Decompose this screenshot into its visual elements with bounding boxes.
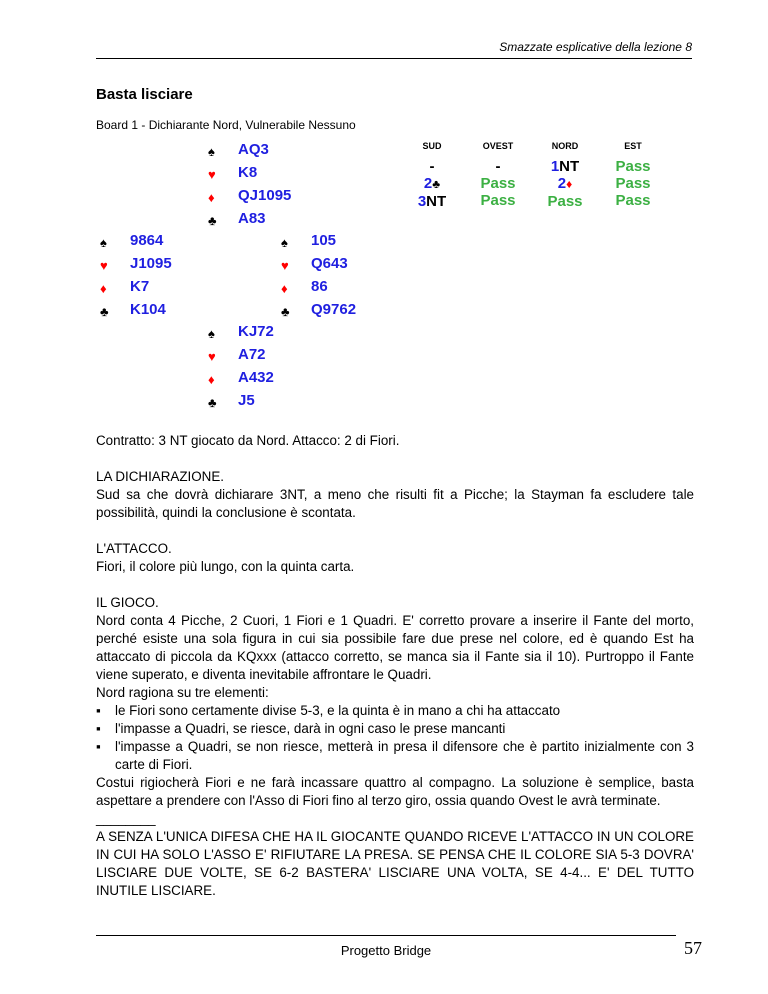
spade-icon: ♠	[281, 235, 288, 250]
conclusion: Costui rigiocherà Fiori e ne farà incassare quattro al compagno. La soluzione è semplice, basta aspettare a prendere con l'Asso di Fiori fino al terzo giro, ossia quando Ovest le avrà terminate.	[96, 775, 694, 808]
club-icon: ♣	[432, 177, 441, 191]
bidding-header-est: EST	[624, 141, 642, 151]
diamond-icon: ♦	[208, 190, 215, 205]
east-diamonds: 86	[311, 278, 328, 295]
west-spades: 9864	[130, 232, 164, 249]
bid: 1NT	[550, 158, 580, 175]
heart-icon: ♥	[281, 258, 289, 273]
board-info: Board 1 - Dichiarante Nord, Vulnerabile Nessuno	[96, 118, 356, 132]
east-hearts: Q643	[311, 255, 348, 272]
bidding-col-est	[608, 158, 658, 209]
east-spades: 105	[311, 232, 337, 249]
north-spades: AQ3	[238, 141, 269, 158]
south-spades: KJ72	[238, 323, 274, 340]
list-item: ▪ le Fiori sono certamente divise 5-3, e la quinta è in mano a chi ha attaccato	[96, 702, 694, 720]
article-body	[96, 432, 694, 900]
section-text: Sud sa che dovrà dichiarare 3NT, a meno che risulti fit a Picche; la Stayman fa escludere tale possibilità, quindi la conclusione è scontata.	[96, 487, 694, 520]
list-item: ▪ l'impasse a Quadri, se non riesce, metterà in presa il difensore che è partito inizialmente con 3 carte di Fiori.	[96, 738, 694, 774]
spade-icon: ♠	[208, 144, 215, 159]
bid: Pass	[615, 192, 651, 209]
contract-line: Contratto: 3 NT giocato da Nord. Attacco: 2 di Fiori.	[96, 433, 400, 448]
club-icon: ♣	[100, 304, 109, 319]
play-section	[96, 594, 694, 900]
club-icon: ♣	[281, 304, 290, 319]
section-heading: L'ATTACCO.	[96, 541, 172, 556]
spade-icon: ♠	[100, 235, 107, 250]
header-rule	[96, 58, 692, 59]
page-header: Smazzate esplicative della lezione 8	[499, 40, 692, 54]
reason-intro: Nord ragiona su tre elementi:	[96, 685, 269, 700]
east-clubs: Q9762	[311, 301, 357, 318]
section-text: Nord conta 4 Picche, 2 Cuori, 1 Fiori e 1 Quadri. E' corretto provare a inserire il Fante del morto, perché esiste una sola figura in cui sia possibile fare due prese nel colore, ed è quando Est ha attaccato di piccola da KQxxx (attacco corretto, se manca sia il Fante sia il 10). Purtroppo il Fante viene superato, e diventa inevitabile affrontare le Quadri.	[96, 613, 694, 682]
bid: 2♣	[423, 175, 441, 192]
south-diamonds: A432	[238, 369, 274, 386]
west-diamonds: K7	[130, 278, 150, 295]
bidding-header-sud: SUD	[422, 141, 442, 151]
section-heading: IL GIOCO.	[96, 595, 159, 610]
separator: ________	[96, 811, 156, 826]
north-hearts: K8	[238, 164, 258, 181]
heart-icon: ♥	[100, 258, 108, 273]
bidding-header-nord: NORD	[551, 141, 579, 151]
north-diamonds: QJ1095	[238, 187, 292, 204]
deal-title: Basta lisciare	[96, 86, 193, 103]
club-icon: ♣	[208, 213, 217, 228]
bid: Pass	[480, 192, 516, 209]
west-hearts: J1095	[130, 255, 172, 272]
bidding-col-sud	[407, 158, 457, 210]
bidding-header-ovest: OVEST	[482, 141, 514, 151]
heart-icon: ♥	[208, 167, 216, 182]
footnote: A SENZA L'UNICA DIFESA CHE HA IL GIOCANTE QUANDO RICEVE L'ATTACCO IN UN COLORE IN CUI HA SOLO L'ASSO E' RIFIUTARE LA PRESA. SE PENSA CHE IL COLORE SIA 5-3 DOVRA' LISCIARE DUE VOLTE, SE 6-2 BASTERA' LISCIARE UNA VOLTA, SE 4-4... E' DEL TUTTO INUTILE LISCIARE.	[96, 829, 694, 898]
list-item: ▪ l'impasse a Quadri, se riesce, darà in ogni caso le prese mancanti	[96, 720, 694, 738]
bid: Pass	[615, 158, 651, 175]
bidding-col-nord	[540, 158, 590, 210]
bid: Pass	[480, 175, 516, 192]
bidding-col-ovest	[473, 158, 523, 209]
bid: -	[429, 158, 435, 175]
page-footer: Progetto Bridge	[340, 943, 432, 958]
lead-section	[96, 540, 694, 576]
club-icon: ♣	[208, 395, 217, 410]
bid: 3NT	[417, 193, 447, 210]
west-clubs: K104	[130, 301, 166, 318]
bid: Pass	[615, 175, 651, 192]
diamond-icon: ♦	[281, 281, 288, 296]
south-hearts: A72	[238, 346, 266, 363]
south-clubs: J5	[238, 392, 255, 409]
section-text: Fiori, il colore più lungo, con la quinta carta.	[96, 559, 355, 574]
diamond-icon: ♦	[100, 281, 107, 296]
footer-rule	[96, 935, 676, 936]
diamond-icon: ♦	[208, 372, 215, 387]
north-clubs: A83	[238, 210, 266, 227]
spade-icon: ♠	[208, 326, 215, 341]
bidding-section	[96, 468, 694, 522]
diamond-icon: ♦	[566, 177, 573, 191]
bid: 2♦	[557, 175, 573, 192]
heart-icon: ♥	[208, 349, 216, 364]
section-heading: LA DICHIARAZIONE.	[96, 469, 224, 484]
bid: -	[495, 158, 501, 175]
bid: Pass	[547, 193, 583, 210]
page-number: 57	[684, 938, 702, 958]
